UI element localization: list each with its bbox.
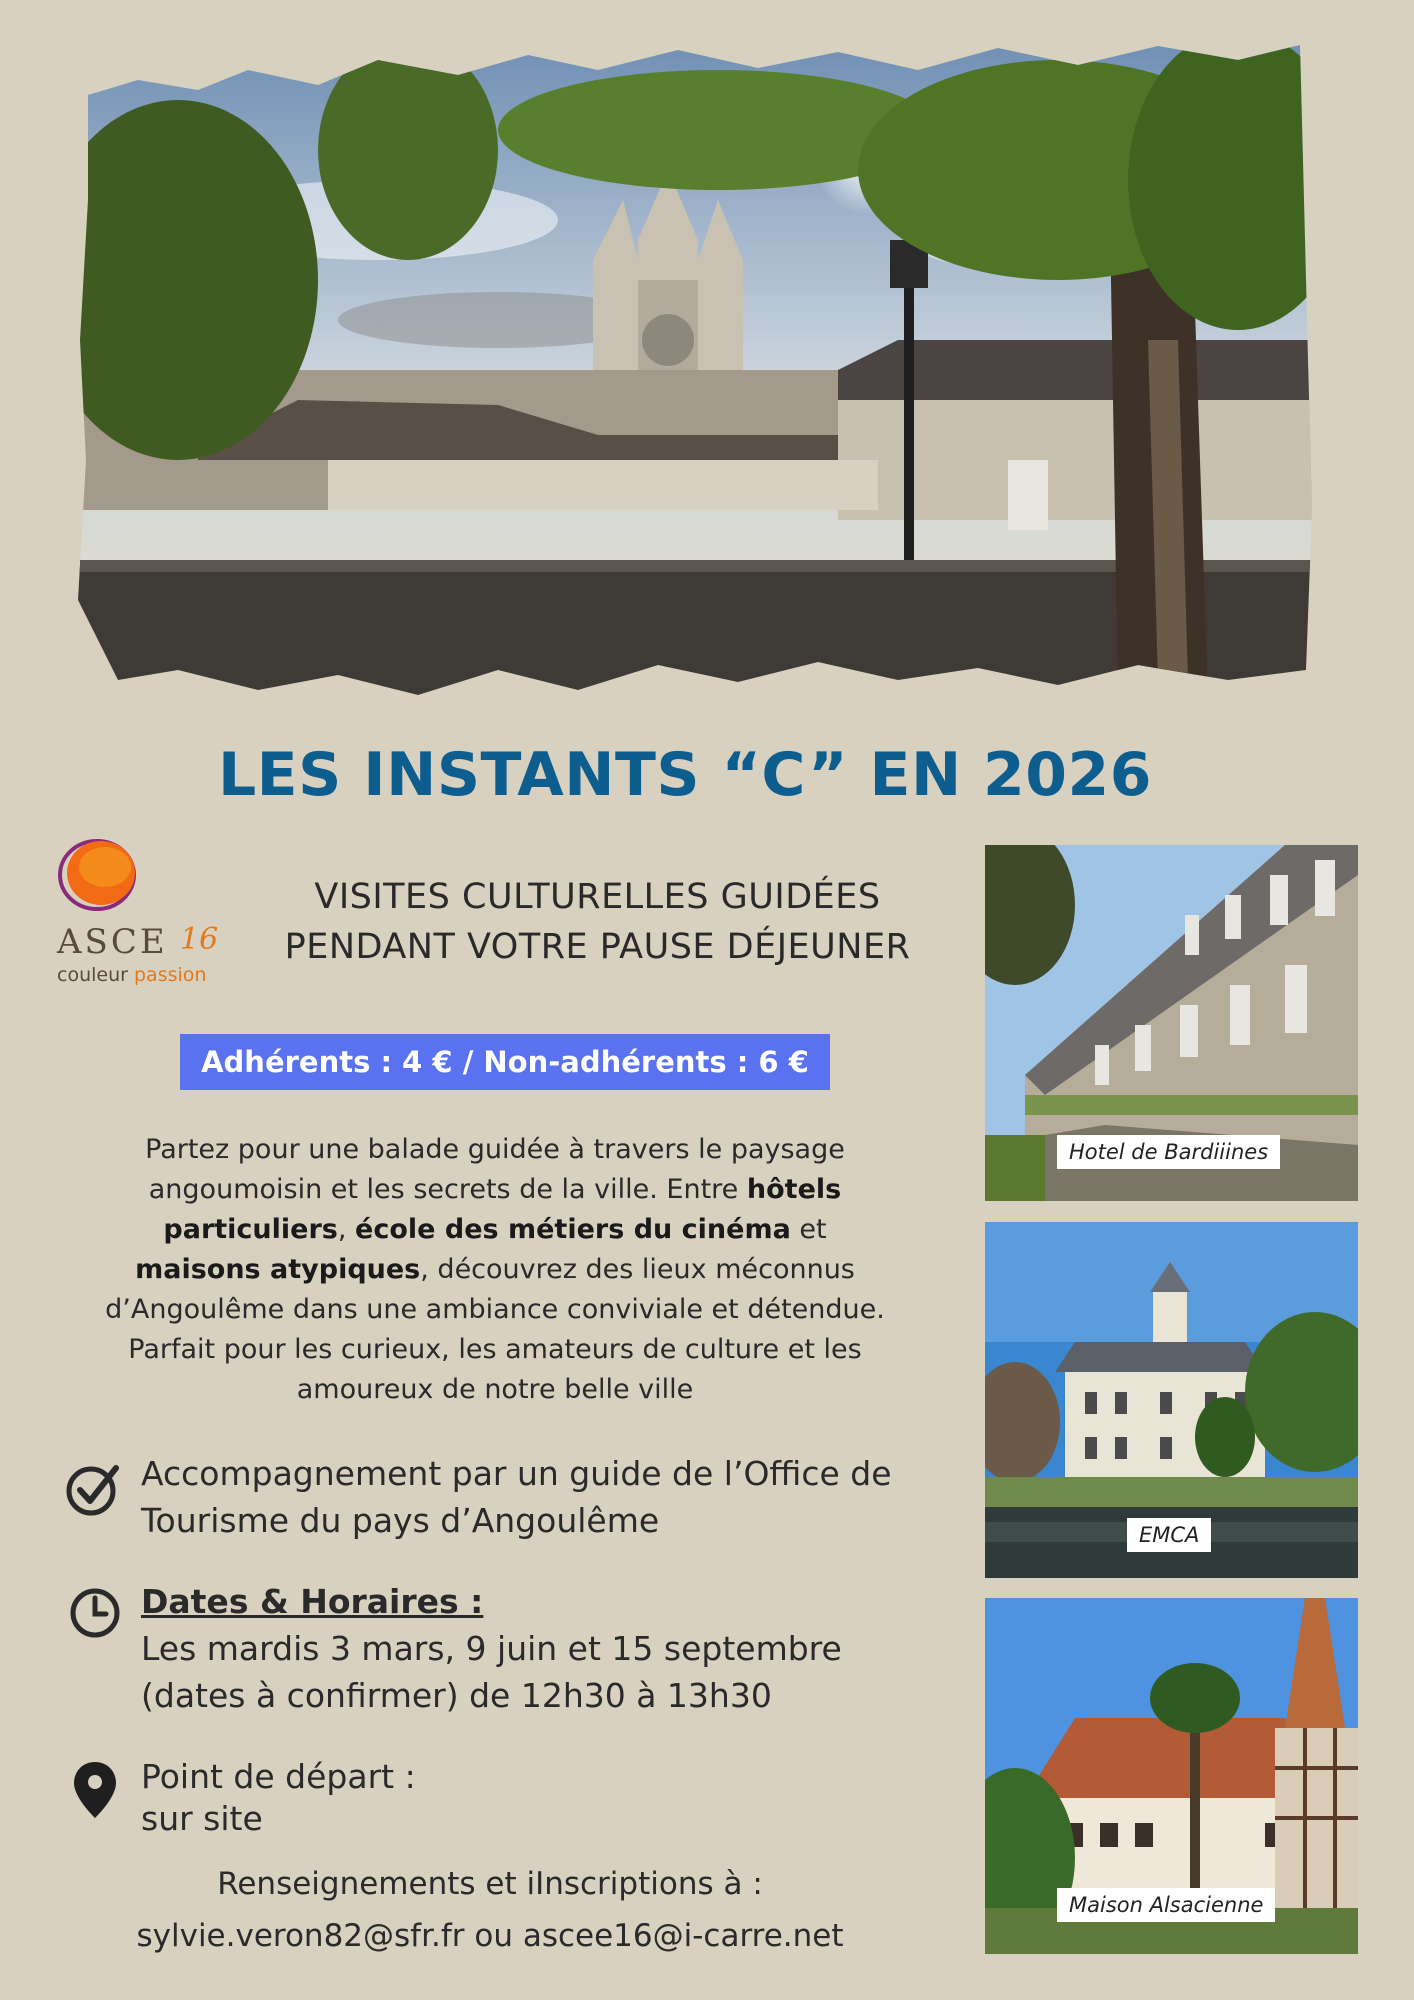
- logo-tagline-part1: couleur: [57, 964, 134, 986]
- desc-bold-maisons: maisons atypiques: [135, 1254, 421, 1285]
- desc-bold-hotels: hôtels particuliers: [163, 1174, 842, 1245]
- subtitle-line1: VISITES CULTURELLES GUIDÉES: [314, 877, 881, 917]
- price-banner: Adhérents : 4 € / Non-adhérents : 6 €: [180, 1034, 830, 1090]
- photo-label-emca: EMCA: [1127, 1518, 1211, 1552]
- photo-hotel-de-bardines: [985, 845, 1358, 1201]
- dates-line1: Les mardis 3 mars, 9 juin et 15 septembre: [141, 1629, 842, 1668]
- contact: [100, 1858, 880, 1962]
- description-paragraph-1: [105, 1130, 885, 1330]
- contact-emails[interactable]: sylvie.veron82@sfr.fr ou ascee16@i-carre.net: [136, 1918, 844, 1954]
- logo-number: 16: [180, 922, 219, 957]
- guide-text: Accompagnement par un guide de l’Office de Tourisme du pays d’Angoulême: [141, 1454, 892, 1540]
- contact-heading: Renseignements et iInscriptions à :: [217, 1866, 763, 1902]
- clock-icon: [68, 1584, 126, 1642]
- departure-value: sur site: [141, 1799, 263, 1838]
- departure-block: [141, 1756, 741, 1840]
- check-circle-icon: [64, 1460, 122, 1518]
- photo-maison-alsacienne: [985, 1598, 1358, 1954]
- logo-word: ASCE: [57, 922, 168, 962]
- desc-text-d: et: [790, 1214, 827, 1245]
- desc-text-a: Partez pour une balade guidée à travers le paysage angoumoisin et les secrets de la ville. Entre: [145, 1134, 845, 1205]
- description: [105, 1130, 885, 1410]
- subtitle: [250, 872, 945, 972]
- map-pin-icon: [70, 1760, 120, 1820]
- dates-line2: (dates à confirmer) de 12h30 à 13h30: [141, 1676, 772, 1715]
- logo-tagline: [57, 964, 206, 986]
- desc-text-c: ,: [337, 1214, 356, 1245]
- logo-circle-icon: [57, 837, 139, 913]
- page-title: LES INSTANTS “C” EN 2026: [217, 740, 1153, 810]
- photo-emca: [985, 1222, 1358, 1578]
- logo-tagline-part2: passion: [133, 964, 207, 986]
- photo-label-hotel: Hotel de Bardiiines: [1057, 1135, 1280, 1169]
- dates-heading: Dates & Horaires :: [141, 1582, 484, 1621]
- dates-block: [141, 1578, 921, 1719]
- hero-photo: [78, 40, 1312, 700]
- desc-text-e: , découvrez des lieux méconnus d’Angoulême dans une ambiance conviviale et détendue.: [105, 1254, 885, 1325]
- asce16-logo: [52, 832, 242, 992]
- desc-bold-ecole: école des métiers du cinéma: [355, 1214, 791, 1245]
- departure-label: Point de départ :: [141, 1757, 416, 1796]
- description-paragraph-2: Parfait pour les curieux, les amateurs de culture et les amoureux de notre belle ville: [128, 1334, 862, 1405]
- photo-label-maison: Maison Alsacienne: [1057, 1888, 1275, 1922]
- subtitle-line2: PENDANT VOTRE PAUSE DÉJEUNER: [284, 927, 911, 967]
